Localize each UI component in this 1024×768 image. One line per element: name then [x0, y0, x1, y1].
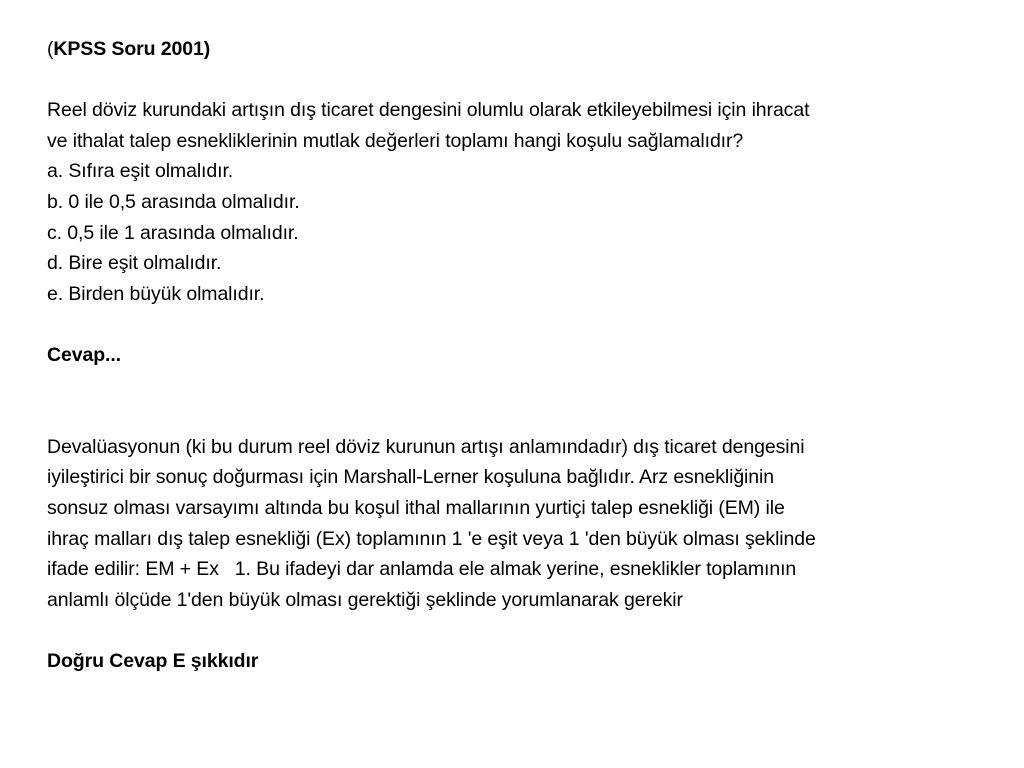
option-e: e. Birden büyük olmalıdır.: [47, 282, 265, 305]
source-label: KPSS Soru 2001: [53, 38, 204, 60]
option-a: a. Sıfıra eşit olmalıdır.: [47, 160, 234, 183]
option-c: c. 0,5 ile 1 arasında olmalıdır.: [47, 221, 299, 244]
explanation-line-5: ifade edilir: EM + Ex 1. Bu ifadeyi dar anlamda ele almak yerine, esneklikler toplamının: [47, 558, 797, 581]
spacer: [47, 309, 984, 340]
spacer: [47, 615, 984, 646]
explanation-line-6: anlamlı ölçüde 1'den büyük olması gerektiği şeklinde yorumlanarak gerekir: [47, 588, 683, 611]
spacer: [47, 401, 984, 432]
question-text-line-1: Reel döviz kurundaki artışın dış ticaret dengesini olumlu olarak etkileyebilmesi için ihracat: [47, 99, 810, 122]
explanation-line-1: Devalüasyonun (ki bu durum reel döviz kurunun artışı anlamındadır) dış ticaret dengesini: [47, 435, 805, 458]
spacer: [47, 65, 984, 96]
explanation-line-4: ihraç malları dış talep esnekliği (Ex) toplamının 1 'e eşit veya 1 'den büyük olması şeklinde: [47, 527, 816, 550]
question-text-line-2: ve ithalat talep esnekliklerinin mutlak değerleri toplamı hangi koşulu sağlamalıdır?: [47, 129, 744, 152]
option-d: d. Bire eşit olmalıdır.: [47, 252, 222, 275]
spacer: [47, 371, 984, 402]
explanation-line-2: iyileştirici bir sonuç doğurması için Marshall-Lerner koşuluna bağlıdır. Arz esnekliğinin: [47, 466, 775, 489]
correct-answer: Doğru Cevap E şıkkıdır: [47, 649, 259, 672]
answer-heading: Cevap...: [47, 343, 121, 366]
option-b: b. 0 ile 0,5 arasında olmalıdır.: [47, 190, 300, 213]
source-close-paren: ): [203, 38, 211, 60]
source-open-paren: (: [47, 38, 54, 60]
explanation-line-3: sonsuz olması varsayımı altında bu koşul ithal mallarının yurtiçi talep esnekliği (EM) ile: [47, 496, 785, 519]
question-source: [47, 34, 984, 65]
